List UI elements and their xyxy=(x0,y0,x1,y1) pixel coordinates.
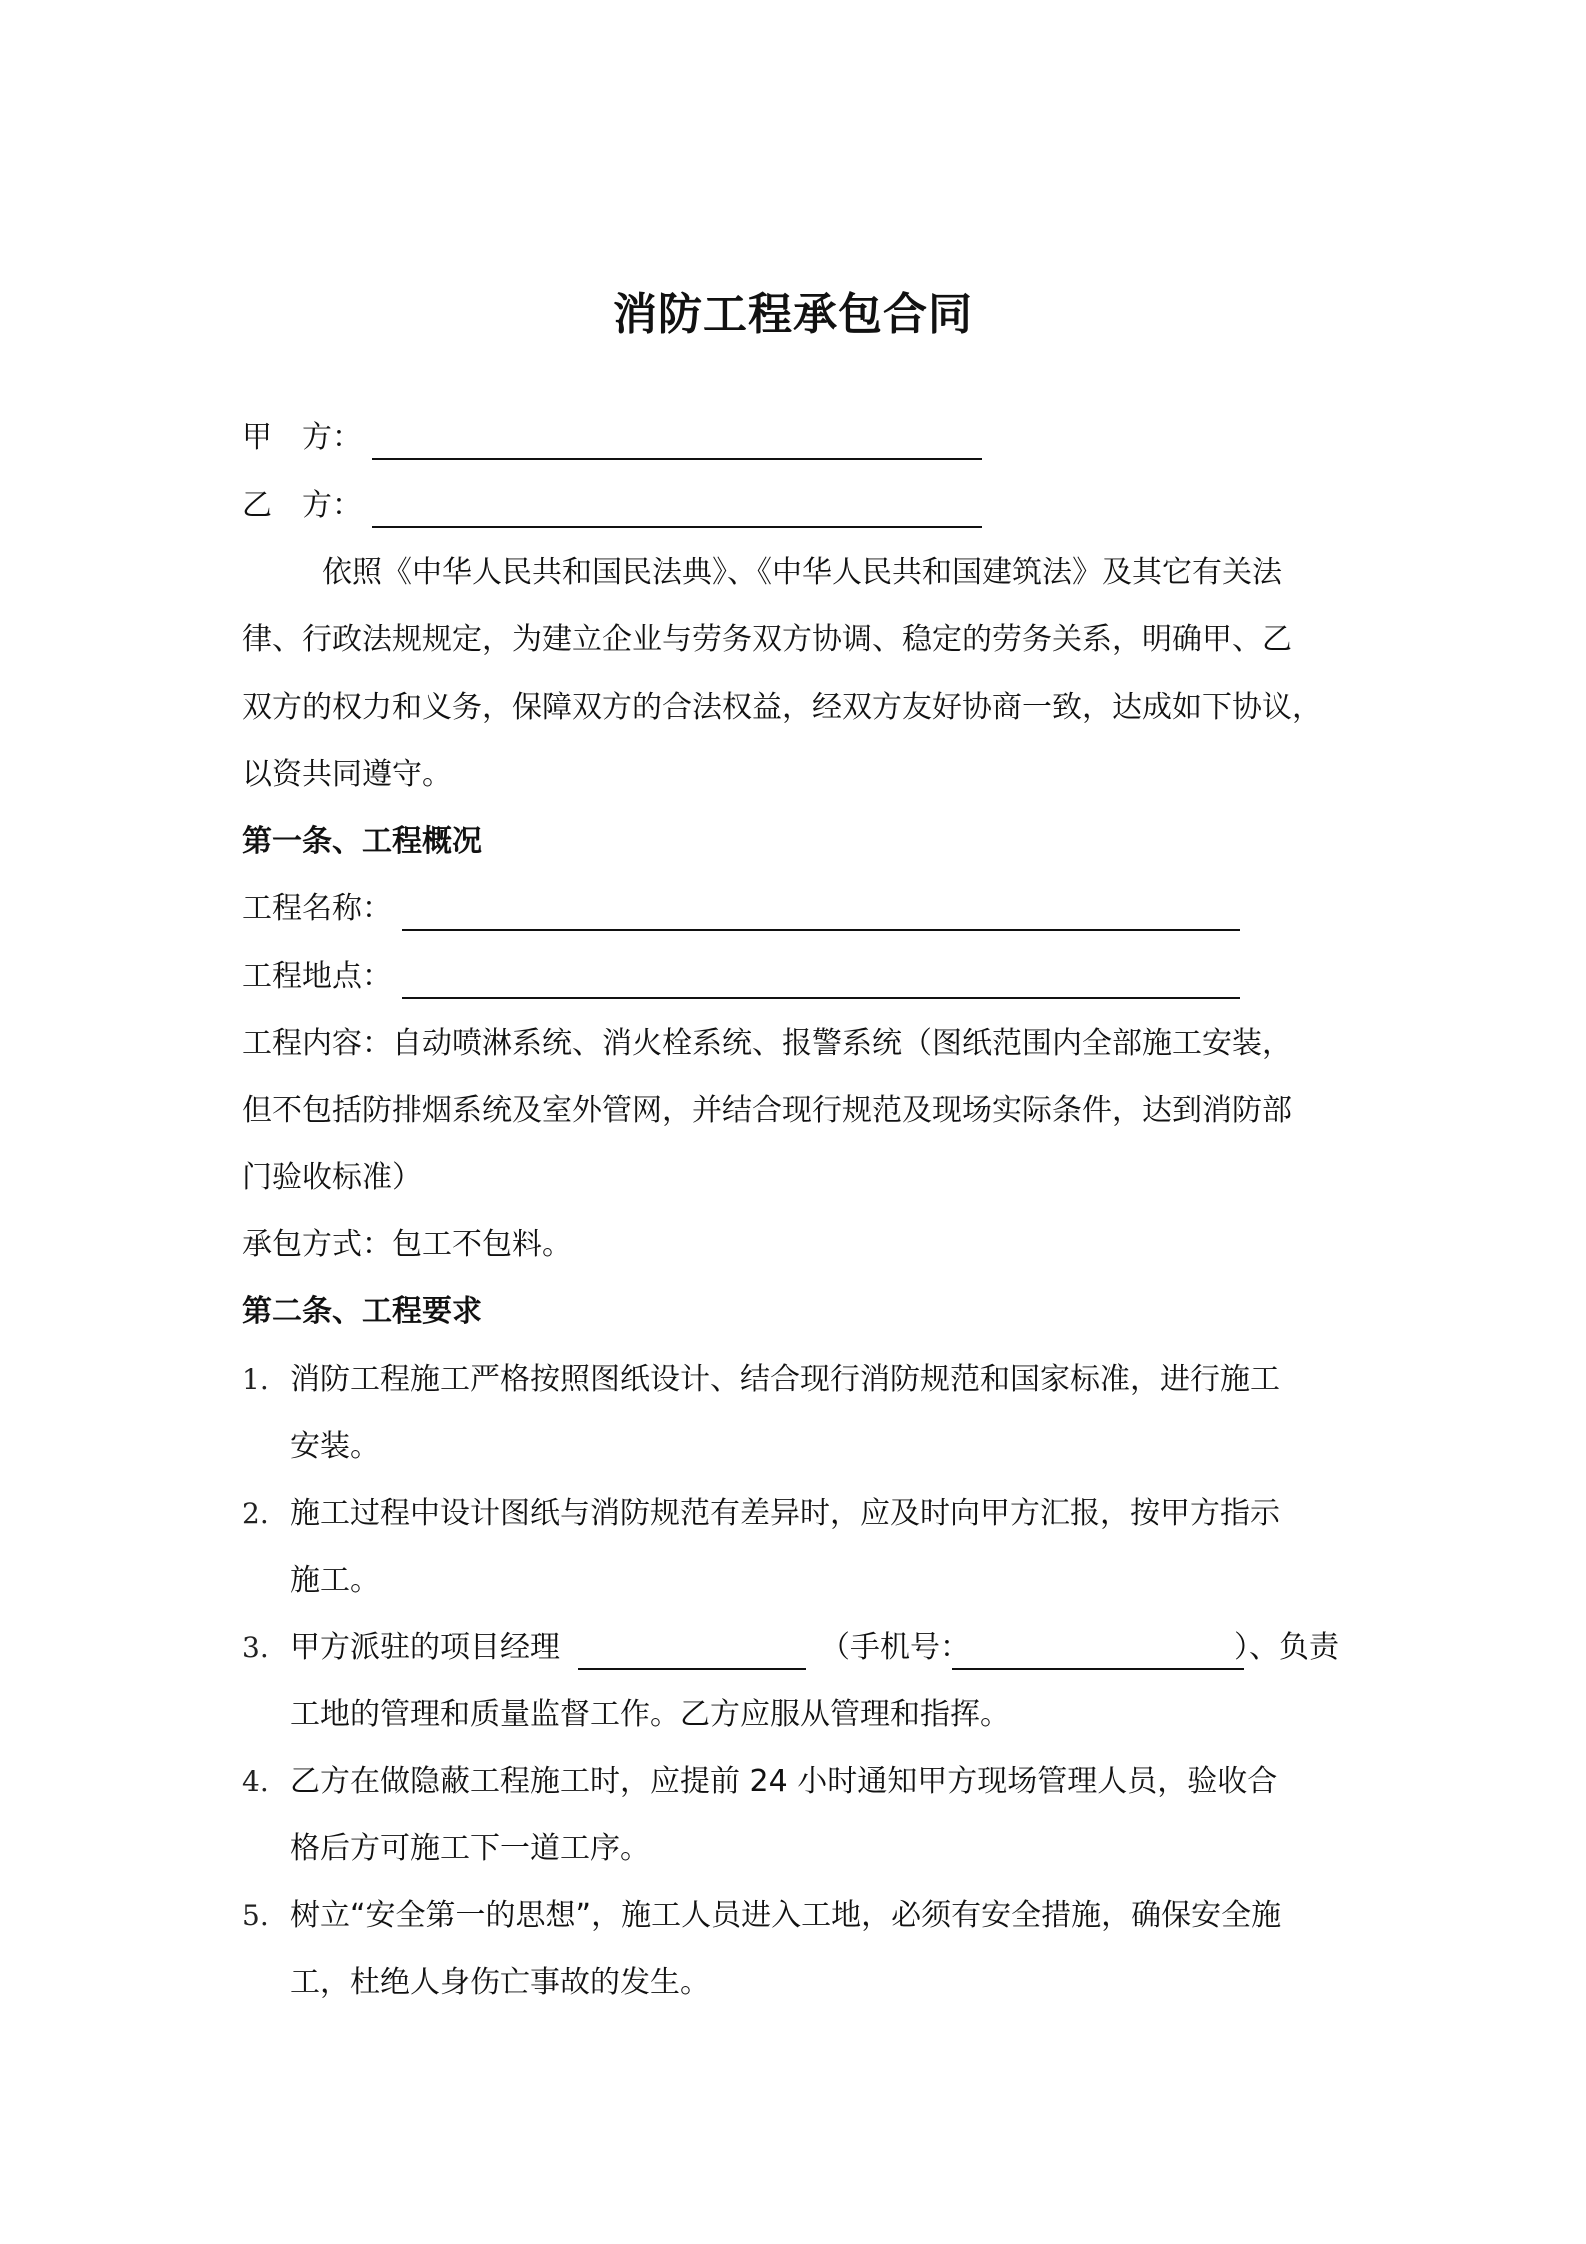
party-b-blank xyxy=(372,526,982,528)
phone-number-blank xyxy=(952,1668,1244,1670)
intro-line-1: 依照《中华人民共和国民法典》、《中华人民共和国建筑法》及其它有关法 xyxy=(322,555,1282,590)
item-2-number: 2. xyxy=(242,1497,269,1530)
item-3-line-2: 工地的管理和质量监督工作。乙方应服从管理和指挥。 xyxy=(290,1697,1010,1732)
item-4-line-2: 格后方可施工下一道工序。 xyxy=(290,1831,650,1866)
intro-line-2: 律、行政法规规定，为建立企业与劳务双方协调、稳定的劳务关系，明确甲、乙 xyxy=(242,622,1292,657)
item-3-line-1-part-c: ）、负责 xyxy=(1234,1630,1339,1665)
party-a-label: 甲 方： xyxy=(242,420,362,455)
intro-line-3: 双方的权力和义务，保障双方的合法权益，经双方友好协商一致，达成如下协议， xyxy=(242,690,1322,725)
item-3-number: 3. xyxy=(242,1631,269,1664)
item-2-line-2: 施工。 xyxy=(290,1563,380,1598)
project-content-line-1: 工程内容：自动喷淋系统、消火栓系统、报警系统（图纸范围内全部施工安装， xyxy=(242,1026,1292,1061)
item-5-line-1: 树立“安全第一的思想”，施工人员进入工地，必须有安全措施，确保安全施 xyxy=(290,1898,1282,1933)
contract-mode: 承包方式：包工不包料。 xyxy=(242,1227,572,1262)
intro-line-4: 以资共同遵守。 xyxy=(242,757,452,792)
item-5-number: 5. xyxy=(242,1899,269,1932)
article-1-heading: 第一条、工程概况 xyxy=(242,824,482,859)
project-location-blank xyxy=(402,997,1240,999)
project-content-line-2: 但不包括防排烟系统及室外管网，并结合现行规范及现场实际条件，达到消防部 xyxy=(242,1093,1292,1128)
item-2-line-1: 施工过程中设计图纸与消防规范有差异时，应及时向甲方汇报，按甲方指示 xyxy=(290,1496,1280,1531)
project-location-label: 工程地点： xyxy=(242,959,392,994)
item-5-line-2: 工，杜绝人身伤亡事故的发生。 xyxy=(290,1965,710,2000)
item-4-line-1: 乙方在做隐蔽工程施工时，应提前 24 小时通知甲方现场管理人员，验收合 xyxy=(290,1764,1278,1799)
item-1-number: 1. xyxy=(242,1363,269,1396)
project-content-line-3: 门验收标准） xyxy=(242,1160,422,1195)
item-1-line-2: 安装。 xyxy=(290,1429,380,1464)
item-3-line-1-part-a: 甲方派驻的项目经理 xyxy=(290,1630,560,1665)
article-2-heading: 第二条、工程要求 xyxy=(242,1294,482,1329)
project-manager-blank xyxy=(578,1668,806,1670)
party-a-blank xyxy=(372,458,982,460)
page-title: 消防工程承包合同 xyxy=(613,289,973,340)
item-1-line-1: 消防工程施工严格按照图纸设计、结合现行消防规范和国家标准，进行施工 xyxy=(290,1362,1280,1397)
party-b-label: 乙 方： xyxy=(242,488,362,523)
item-4-number: 4. xyxy=(242,1765,269,1798)
item-3-line-1-part-b: （手机号： xyxy=(820,1630,970,1665)
project-name-blank xyxy=(402,929,1240,931)
project-name-label: 工程名称： xyxy=(242,891,392,926)
